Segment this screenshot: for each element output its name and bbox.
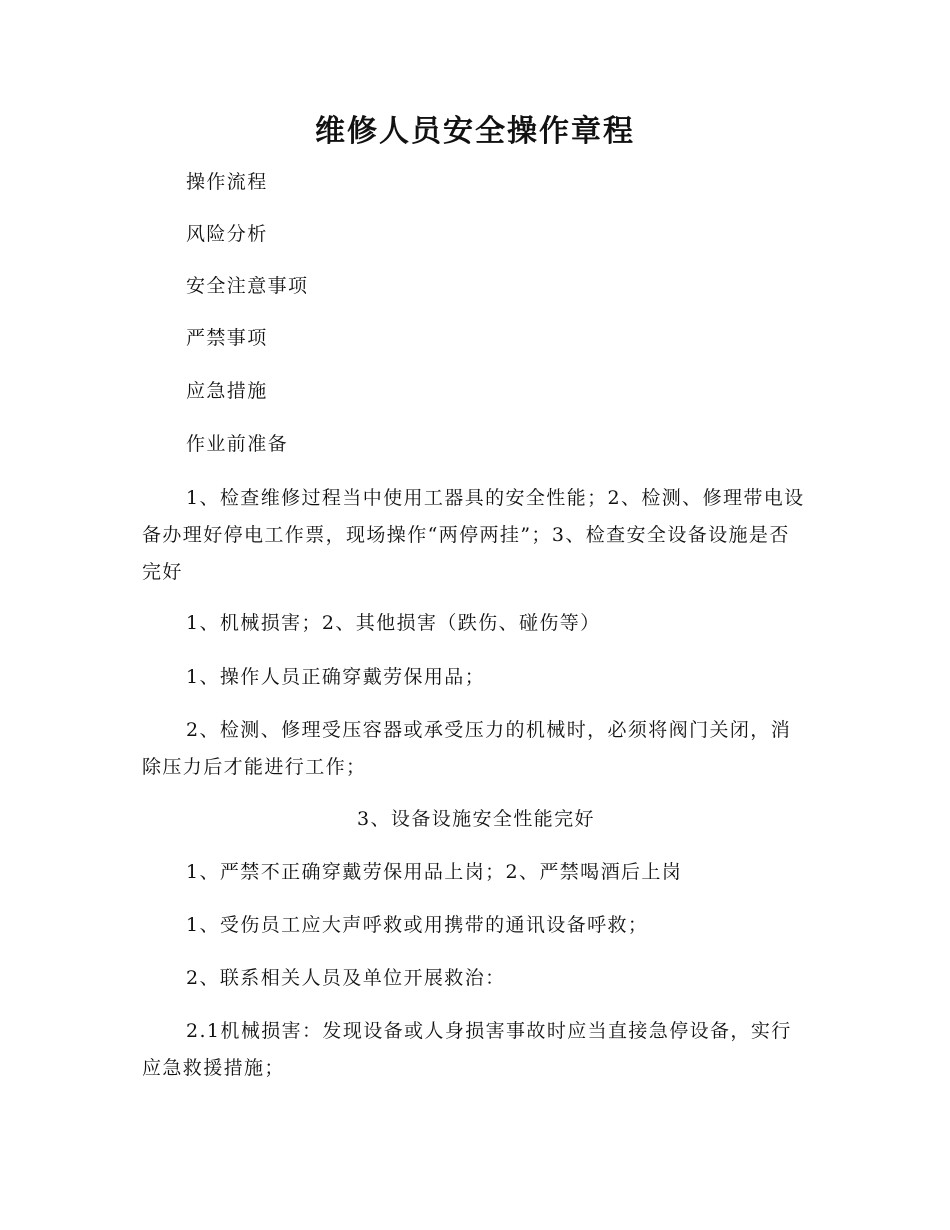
paragraph-safety-2: 2、检测、修理受压容器或承受压力的机械时，必须将阀门关闭，消除压力后才能进行工作；: [142, 719, 792, 778]
paragraph-emergency-2-1: 2.1机械损害：发现设备或人身损害事故时应当直接急停设备，实行应急救援措施；: [142, 1020, 792, 1079]
heading-pre-work-preparation: 作业前准备: [186, 433, 289, 455]
paragraph-safety-3: 3、设备设施安全性能完好: [357, 808, 595, 830]
paragraph-risks: 1、机械损害；2、其他损害（跌伤、碰伤等）: [186, 612, 601, 634]
paragraph-prohibitions: 1、严禁不正确穿戴劳保用品上岗；2、严禁喝酒后上岗: [186, 861, 683, 883]
paragraph-preparation-checks: 1、检查维修过程当中使用工器具的安全性能；2、检测、修理带电设备办理好停电工作票，现场操作“两停两挂”；3、检查安全设备设施是否完好: [142, 487, 805, 583]
heading-safety-notes: 安全注意事项: [186, 275, 309, 297]
heading-emergency-measures: 应急措施: [186, 380, 268, 402]
paragraph-emergency-1: 1、受伤员工应大声呼救或用携带的通讯设备呼救；: [186, 914, 649, 936]
paragraph-emergency-2: 2、联系相关人员及单位开展救治：: [186, 967, 506, 989]
heading-prohibited-items: 严禁事项: [186, 327, 268, 349]
document-title: 维修人员安全操作章程: [315, 114, 635, 149]
paragraph-safety-1: 1、操作人员正确穿戴劳保用品；: [186, 666, 486, 688]
heading-operation-process: 操作流程: [186, 171, 268, 193]
heading-risk-analysis: 风险分析: [186, 223, 268, 245]
